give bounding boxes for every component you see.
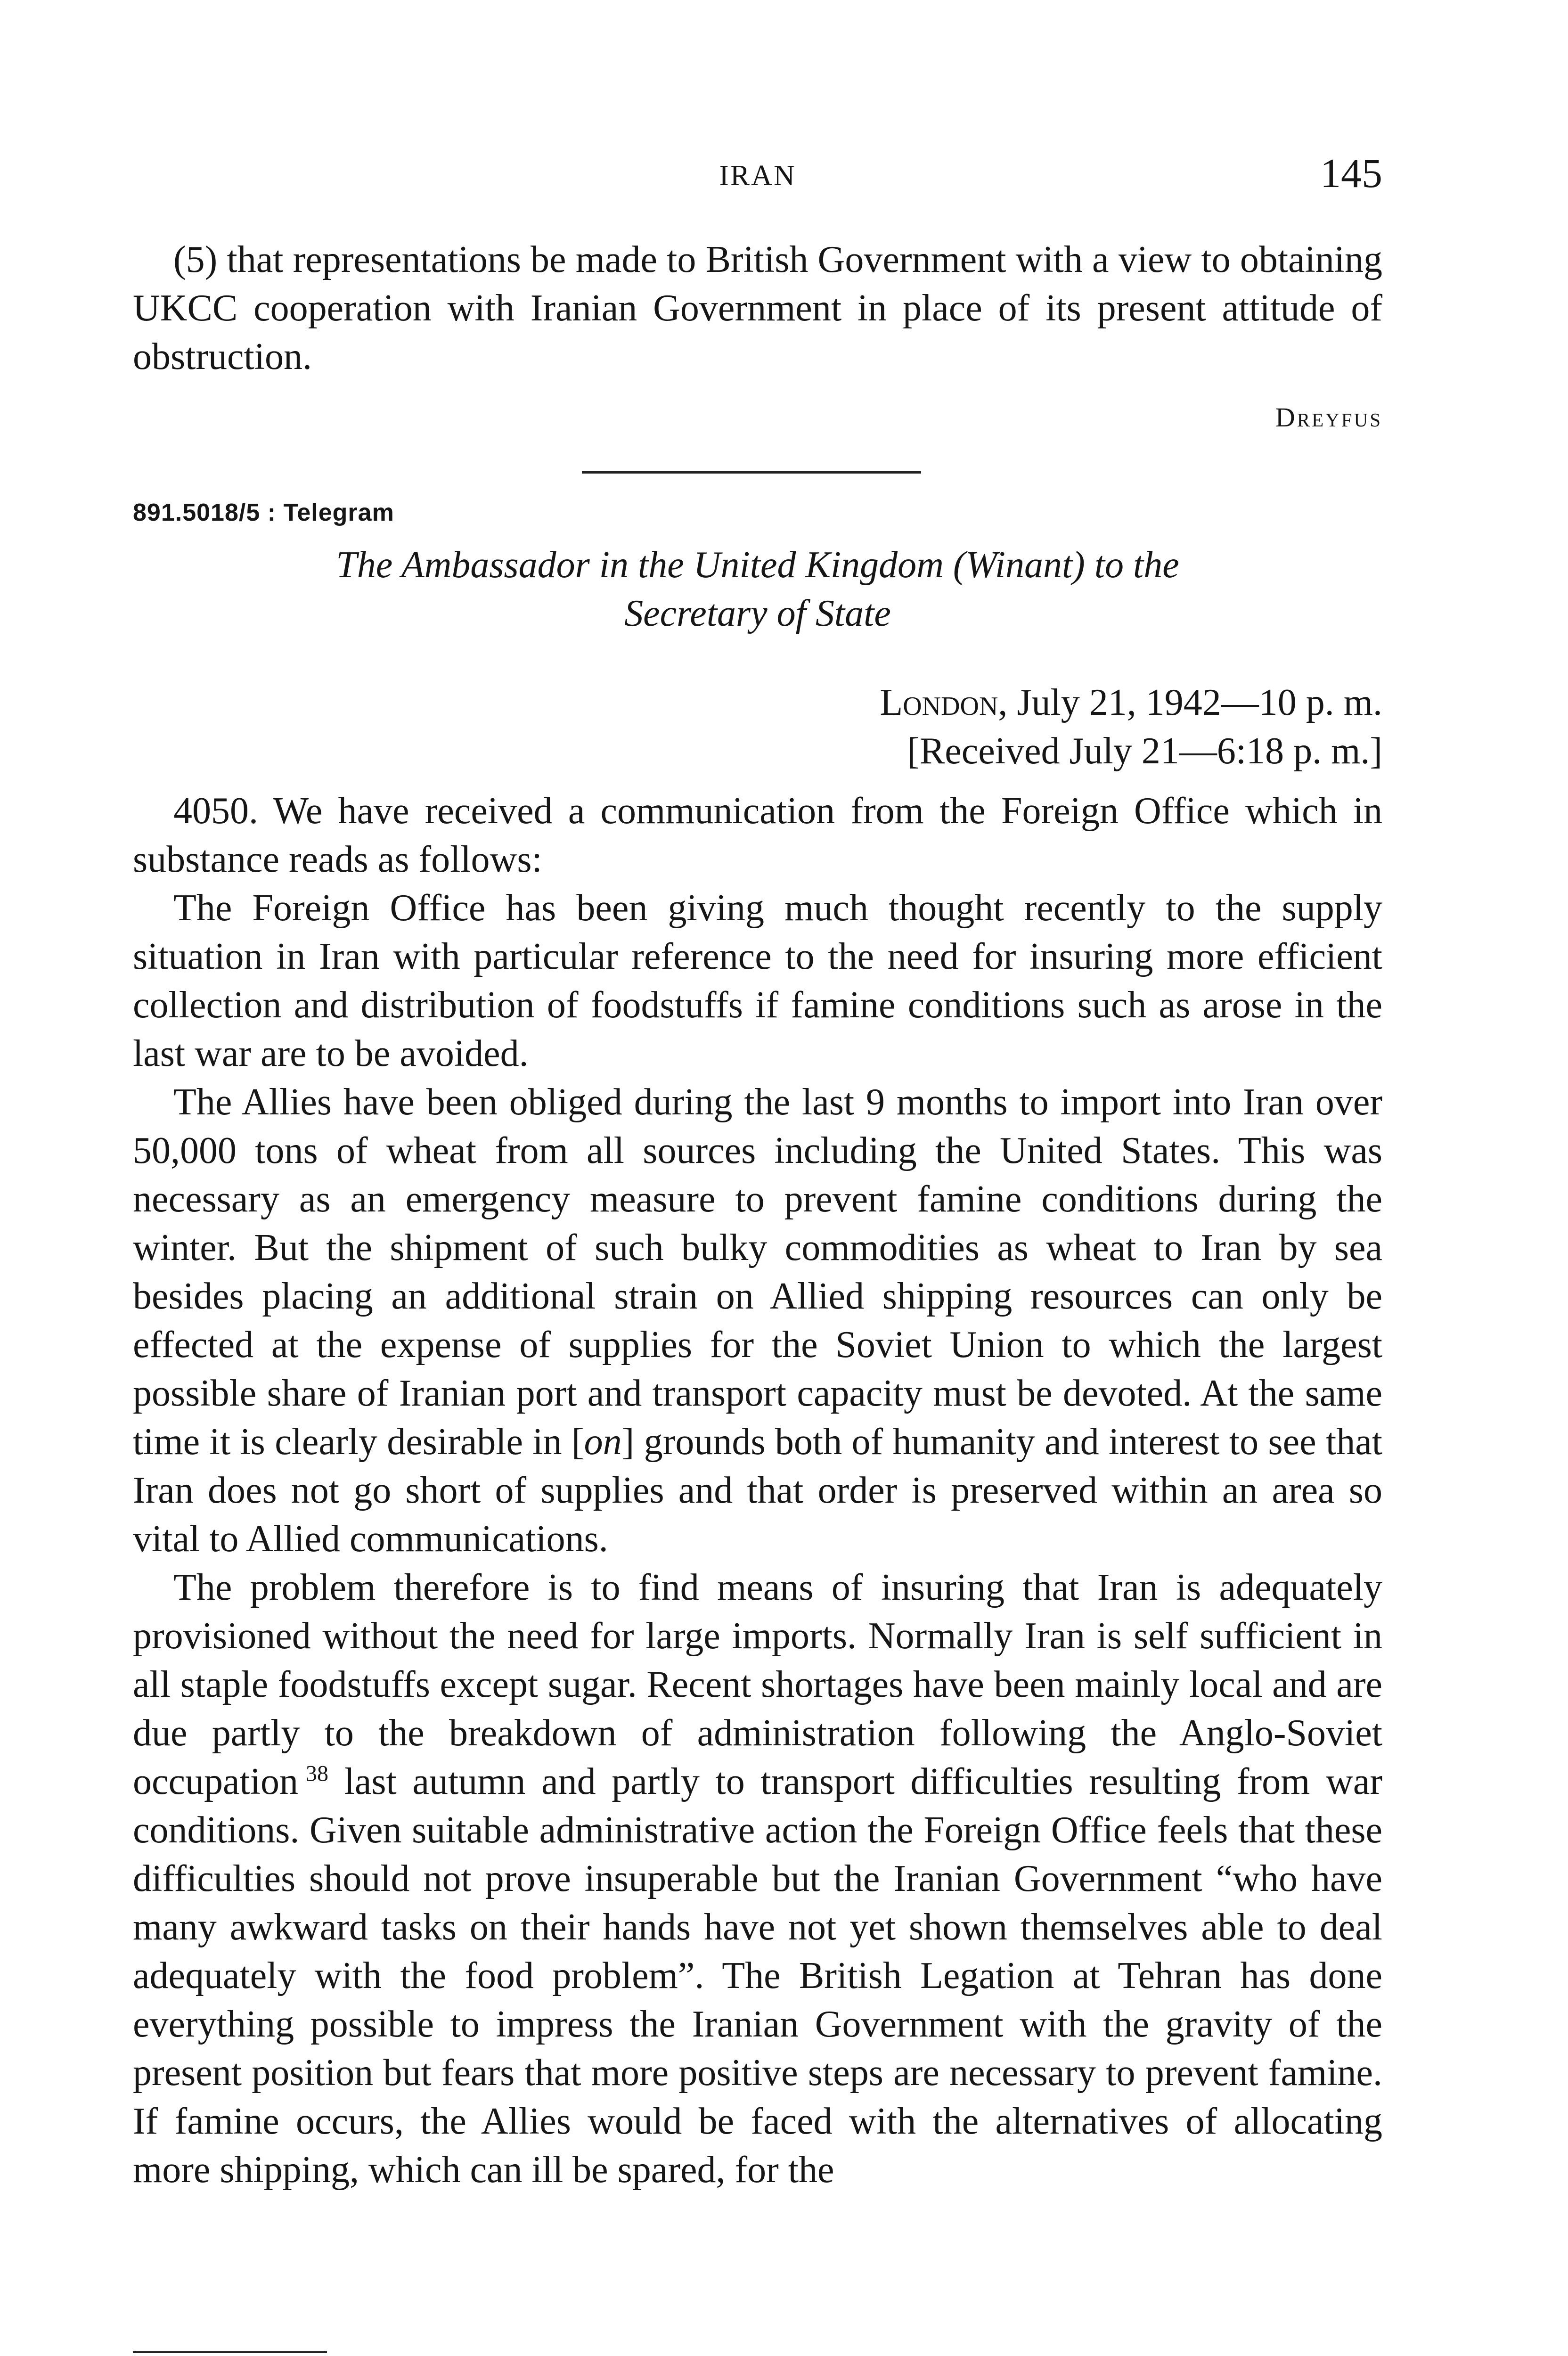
paragraph-3: The Allies have been obliged during the last 9 months to import into Iran over 50,000 tons of wheat from all sources including the United States. This was necessary as an emergency measure to prevent famine conditions during the winter. But the shipment of such bulky commodities as wheat to Iran by sea besides placing an additional strain on Allied shipping resources can only be effected at the expense of supplies for the Soviet Union to which the largest possible share of Iranian port and transport capacity must be devoted. At the same time it is clearly desirable in [on] grounds both of humanity and interest to see that Iran does not go short of supplies and that order is preserved within an area so vital to Allied communications.: [133, 1081, 1383, 1560]
page-number: [1320, 150, 1382, 197]
paragraph-1: 4050. We have received a communication from the Foreign Office which in substance reads as follows:: [133, 790, 1382, 880]
dateline: [880, 679, 1382, 776]
paragraph-2: The Foreign Office has been giving much thought recently to the supply situation in Iran with particular reference to the need for insuring more efficient collection and distribution of foodstuffs if famine conditions such as arose in the last war are to be avoided.: [133, 887, 1382, 1074]
heading-line-2: Secretary of State: [624, 593, 891, 634]
paragraph-4: [133, 1563, 1382, 2194]
paragraph-3-text: The Allies have been obliged during the last 9 months to import into Iran over 50,000 tons of wheat from all sources including the United States. This was necessary as an emergency measure to prevent famine conditions during the winter. But the shipment of such bulky commodities as wheat to Iran by sea besides placing an additional strain on Allied shipping resources can only be effected at the expense of supplies for the Soviet Union to which the largest possible share of Iranian port and transport capacity must be devoted. At the same time it is clearly desirable in: [133, 1081, 1382, 1463]
paragraph-recommendation-5: (5) that representations be made to British Government with a view to obtaining UKCC cooperation with Iranian Government in place of its present attitude of obstruction.: [133, 239, 1382, 377]
dateline-received: [Received July 21—6:18 p. m.]: [907, 730, 1382, 772]
editorial-insertion: on: [584, 1421, 622, 1463]
signature-dreyfus: Dreyfus: [1275, 402, 1382, 433]
paragraph-3-end: grounds both of humanity and interest to see that Iran does not go short of supplies and that order is preserved within an area so vital to Allied communications.: [133, 1421, 1383, 1560]
heading-line-1: The Ambassador in the United Kingdom (Winant) to the: [336, 544, 1179, 586]
page-number-value: 145: [1320, 151, 1382, 196]
document-page: [133, 0, 1382, 2356]
document-heading: [133, 541, 1382, 638]
footnote-divider: [133, 2351, 327, 2353]
paragraph-4-text-b: last autumn and partly to transport difficulties resulting from war conditions. Given suitable administrative action the Foreign Office feels that these difficulties should not prove insuperable but the Iranian Government “who have many awkward tasks on their hands have not yet shown themselves able to deal adequately with the food problem”. The British Legation at Tehran has done everything possible to impress the Iranian Government with the gravity of the present position but fears that more positive steps are necessary to prevent famine. If famine occurs, the Allies would be faced with the alternatives of allocating more shipping, which can ill be spared, for the: [133, 1761, 1382, 2191]
file-reference: 891.5018/5 : Telegram: [133, 499, 394, 526]
telegram-body: [133, 787, 1382, 2194]
running-head-title: IRAN: [719, 160, 796, 192]
footnote-reference: 38: [306, 1761, 328, 1786]
running-head: [133, 150, 1382, 202]
section-divider: [582, 471, 921, 474]
dateline-sent: [880, 679, 1382, 727]
dateline-sent-time: July 21, 1942—10 p. m.: [1017, 682, 1382, 723]
paragraph-4-text-a: The problem therefore is to find means of insuring that Iran is adequately provisioned without the need for large imports. Normally Iran is self sufficient in all staple foodstuffs except sugar. Recent shortages have been mainly local and are due partly to the breakdown of administration following the Anglo-Soviet occupation: [133, 1567, 1382, 1802]
dateline-place: London,: [880, 682, 1008, 723]
